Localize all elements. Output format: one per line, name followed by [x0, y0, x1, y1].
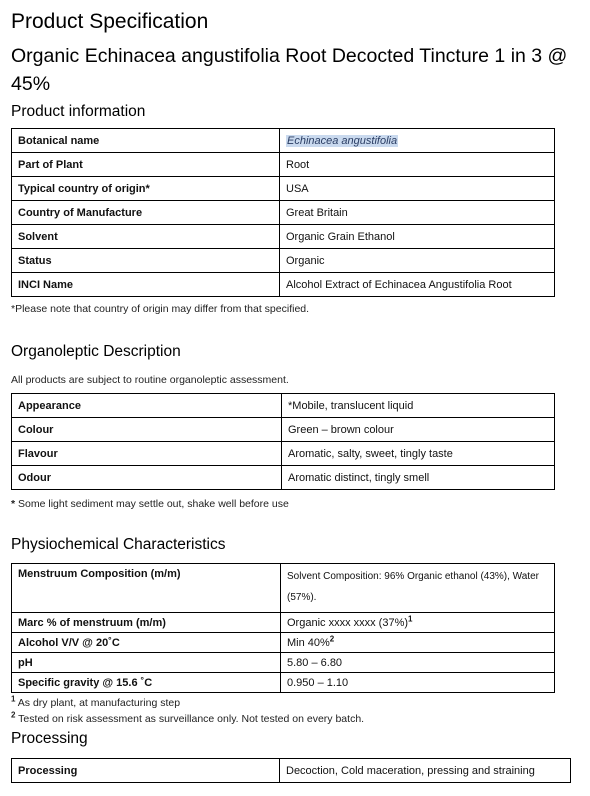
- table-row: [12, 225, 555, 249]
- table-row: [12, 633, 555, 653]
- row-label: Appearance: [12, 394, 282, 418]
- row-label: INCI Name: [12, 273, 280, 297]
- organoleptic-intro: All products are subject to routine organoleptic assessment.: [11, 374, 289, 386]
- value-text: Organic xxxx xxxx (37%): [287, 616, 409, 629]
- section-heading-organoleptic: Organoleptic Description: [11, 343, 181, 360]
- footnote-ref: 2: [329, 633, 335, 643]
- footnote-1: [11, 696, 180, 710]
- origin-note: *Please note that country of origin may differ from that specified.: [11, 303, 310, 315]
- section-heading-processing: Processing: [11, 730, 88, 747]
- table-row: [12, 418, 555, 442]
- row-value: [281, 633, 555, 653]
- row-label: pH: [12, 653, 281, 673]
- table-row: [12, 673, 555, 693]
- processing-table: [11, 758, 571, 783]
- row-value: USA: [280, 177, 555, 201]
- footnote-mark: 1: [11, 694, 16, 704]
- note-asterisk: *: [11, 498, 16, 510]
- table-row: [12, 177, 555, 201]
- row-value: Organic: [280, 249, 555, 273]
- row-value: Green – brown colour: [282, 418, 555, 442]
- table-row: [12, 249, 555, 273]
- footnote-text: As dry plant, at manufacturing step: [15, 697, 181, 709]
- table-row: [12, 613, 555, 633]
- table-row: [12, 129, 555, 153]
- footnote-2: [11, 712, 364, 726]
- row-label: Colour: [12, 418, 282, 442]
- table-row: [12, 442, 555, 466]
- section-heading-product-information: Product information: [11, 103, 146, 120]
- product-name: Organic Echinacea angustifolia Root Decocted Tincture 1 in 3 @ 45%: [11, 45, 568, 95]
- row-value: Aromatic distinct, tingly smell: [282, 466, 555, 490]
- row-value: Solvent Composition: 96% Organic ethanol (43%), Water (57%).: [281, 564, 555, 613]
- section-heading-physiochemical: Physiochemical Characteristics: [11, 536, 226, 553]
- table-row: [12, 759, 571, 783]
- row-label: Processing: [12, 759, 280, 783]
- table-row: [12, 564, 555, 613]
- sediment-note: [11, 497, 289, 511]
- row-value: Root: [280, 153, 555, 177]
- row-value: *Mobile, translucent liquid: [282, 394, 555, 418]
- row-label: Part of Plant: [12, 153, 280, 177]
- row-value: Alcohol Extract of Echinacea Angustifolia Root: [280, 273, 555, 297]
- row-label: Menstruum Composition (m/m): [12, 564, 281, 613]
- row-value: Organic Grain Ethanol: [280, 225, 555, 249]
- footnote-mark: 2: [11, 710, 16, 720]
- row-label: Odour: [12, 466, 282, 490]
- page-title: Product Specification: [11, 10, 209, 33]
- table-row: [12, 653, 555, 673]
- row-value: Decoction, Cold maceration, pressing and straining: [280, 759, 571, 783]
- row-value: [281, 613, 555, 633]
- row-label: Specific gravity @ 15.6 ˚C: [12, 673, 281, 693]
- table-row: [12, 394, 555, 418]
- table-row: [12, 466, 555, 490]
- botanical-name-highlight: Echinacea angustifolia: [287, 134, 398, 147]
- row-label: Marc % of menstruum (m/m): [12, 613, 281, 633]
- row-value: 0.950 – 1.10: [281, 673, 555, 693]
- row-value: Great Britain: [280, 201, 555, 225]
- organoleptic-table: [11, 393, 555, 490]
- table-row: [12, 273, 555, 297]
- physiochemical-table: [11, 563, 555, 693]
- row-value: Aromatic, salty, sweet, tingly taste: [282, 442, 555, 466]
- value-text: Min 40%: [287, 636, 330, 649]
- row-value: 5.80 – 6.80: [281, 653, 555, 673]
- row-label: Status: [12, 249, 280, 273]
- table-row: [12, 153, 555, 177]
- row-label: Country of Manufacture: [12, 201, 280, 225]
- row-label: Alcohol V/V @ 20˚C: [12, 633, 281, 653]
- row-label: Typical country of origin*: [12, 177, 280, 201]
- footnote-text: Tested on risk assessment as surveillance only. Not tested on every batch.: [15, 713, 365, 725]
- row-label: Solvent: [12, 225, 280, 249]
- row-value: [280, 129, 555, 153]
- row-label: Botanical name: [12, 129, 280, 153]
- footnote-ref: 1: [408, 613, 413, 623]
- row-label: Flavour: [12, 442, 282, 466]
- note-text: Some light sediment may settle out, shake well before use: [15, 498, 289, 510]
- table-row: [12, 201, 555, 225]
- product-information-table: [11, 128, 555, 297]
